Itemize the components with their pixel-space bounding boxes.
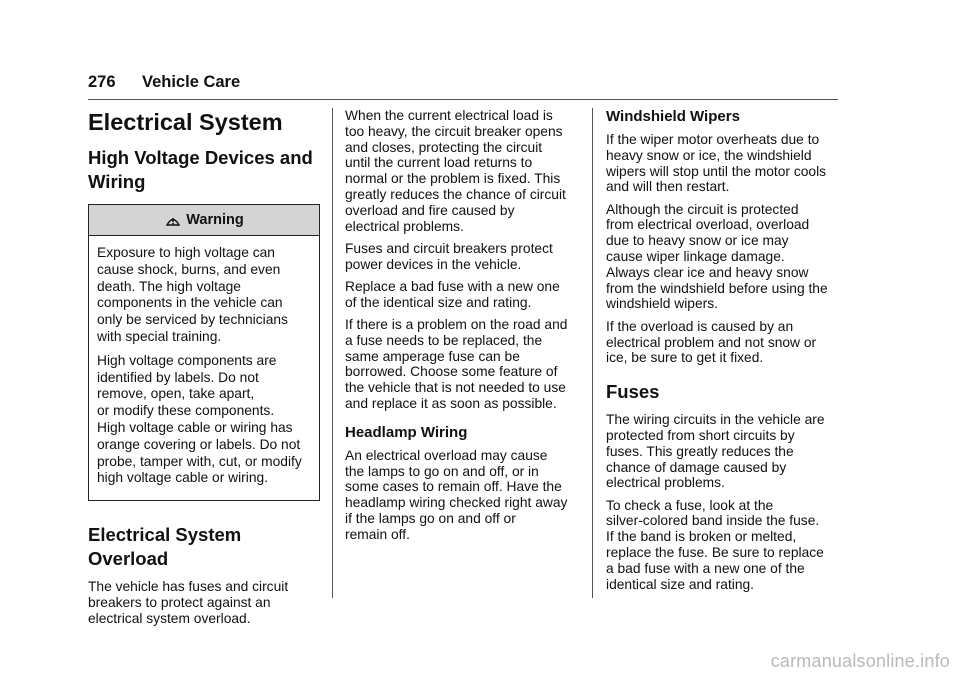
column-left bbox=[88, 108, 320, 633]
column-divider bbox=[332, 108, 333, 598]
warning-box bbox=[88, 204, 320, 501]
body-paragraph: Fuses and circuit breakers protect power devices in the vehicle. bbox=[345, 240, 553, 272]
body-paragraph: To check a fuse, look at the silver-colored band inside the fuse. If the band is broken or melted, replace the fuse. Be sure to replace a bad fuse with a new one of the identical size and rating. bbox=[606, 497, 824, 592]
column-divider bbox=[592, 108, 593, 598]
body-paragraph: Replace a bad fuse with a new one of the identical size and rating. bbox=[345, 278, 560, 310]
column-right bbox=[606, 108, 842, 599]
section-heading: Electrical System Overload bbox=[88, 524, 242, 570]
warning-title: Warning bbox=[186, 212, 244, 228]
body-paragraph: If the wiper motor overheats due to heavy snow or ice, the windshield wipers will stop until the motor cools and will then restart. bbox=[606, 132, 827, 195]
warning-paragraph: High voltage components are identified by labels. Do not remove, open, take apart, or modify these components. High voltage cable or wiring has orange covering or labels. Do not probe, tamper with, cut, or modify high voltage cable or wiring. bbox=[97, 352, 302, 486]
subsection-heading: Headlamp Wiring bbox=[345, 423, 468, 441]
section-heading: High Voltage Devices and Wiring bbox=[88, 147, 313, 192]
body-paragraph: If there is a problem on the road and a fuse needs to be replaced, the same amperage fuse can be borrowed. Choose some feature of the vehicle that is not needed to use and replace it as soon as possible. bbox=[345, 317, 568, 412]
section-heading: Fuses bbox=[606, 381, 660, 403]
subsection-heading: Windshield Wipers bbox=[606, 108, 740, 125]
page-header bbox=[88, 73, 838, 100]
warning-triangle-icon bbox=[164, 211, 182, 229]
column-middle bbox=[345, 108, 581, 549]
warning-header bbox=[89, 205, 319, 236]
body-paragraph: Although the circuit is protected from electrical overload, overload due to heavy snow or ice may cause wiper linkage damage. Always clear ice and heavy snow from the windshield before using the windshield wipers. bbox=[606, 201, 828, 312]
body-paragraph: An electrical overload may cause the lamps to go on and off, or in some cases to remain off. Have the headlamp wiring checked right away if the lamps go on and off or remain off. bbox=[345, 447, 568, 542]
body-paragraph: The vehicle has fuses and circuit breakers to protect against an electrical system overload. bbox=[88, 579, 289, 626]
page-number: 276 bbox=[88, 73, 116, 91]
section-name: Vehicle Care bbox=[142, 73, 241, 91]
page-title: Electrical System bbox=[88, 109, 283, 135]
watermark: carmanualsonline.info bbox=[770, 651, 950, 671]
warning-paragraph: Exposure to high voltage can cause shock, burns, and even death. The high voltage components in the vehicle can only be serviced by technicians with special training. bbox=[97, 245, 288, 344]
warning-body bbox=[89, 236, 319, 500]
body-paragraph: The wiring circuits in the vehicle are protected from short circuits by fuses. This greatly reduces the chance of damage caused by electrical problems. bbox=[606, 412, 825, 491]
body-paragraph: If the overload is caused by an electrical problem and not snow or ice, be sure to get it fixed. bbox=[606, 318, 817, 366]
body-paragraph: When the current electrical load is too heavy, the circuit breaker opens and closes, protecting the circuit until the current load returns to normal or the problem is fixed. This greatly reduces the chance of circuit overload and fire caused by electrical problems. bbox=[345, 108, 566, 234]
